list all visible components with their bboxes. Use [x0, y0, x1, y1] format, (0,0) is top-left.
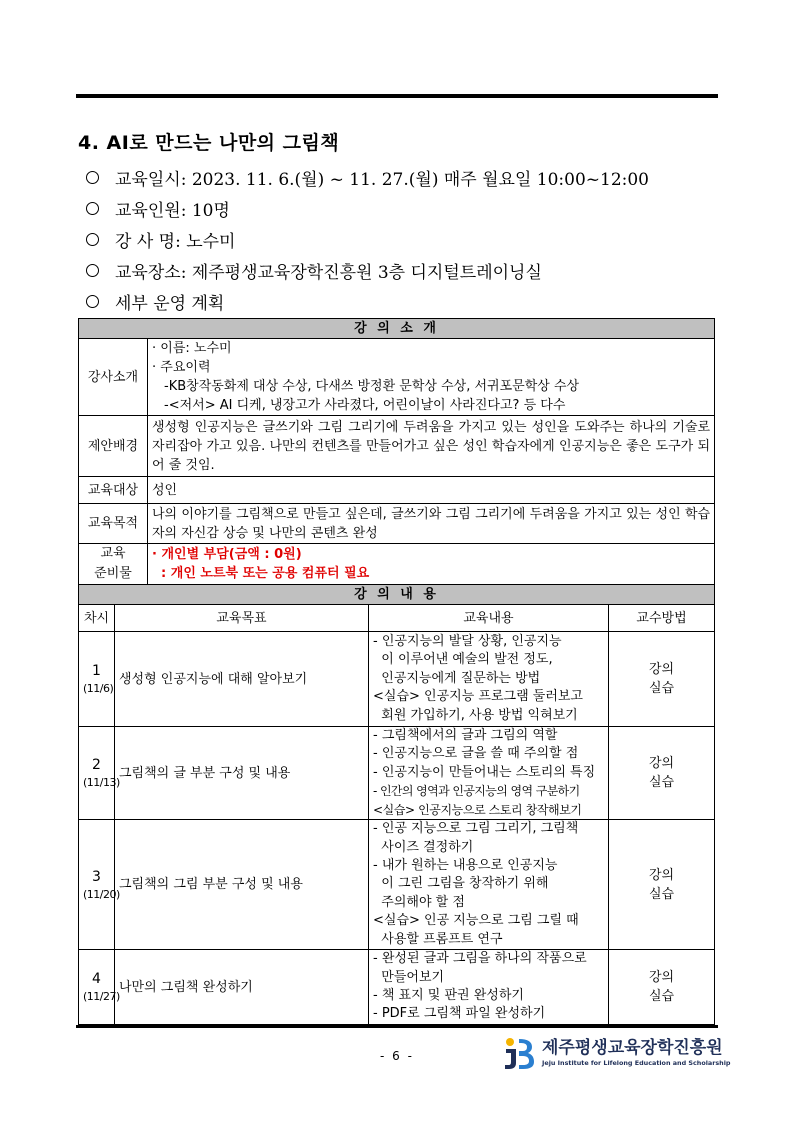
content-line: 이 이루어낸 예술의 발전 정도,: [373, 652, 553, 668]
session-goal: 생성형 인공지능에 대해 알아보기: [115, 632, 369, 727]
circle-bullet-icon: [86, 202, 99, 215]
instructor-label: 강사소개: [79, 339, 148, 416]
content-line: <실습> 인공지능으로 스토리 창작해보기: [373, 802, 582, 817]
content-line: - 인공지능이 만들어내는 스토리의 특징: [373, 764, 596, 780]
logo-text: [542, 1038, 731, 1068]
intro-heading: 강 의 소 개: [79, 319, 715, 339]
content-line: 회원 가입하기, 사용 방법 익혀보기: [373, 707, 578, 723]
content-line: - 인공 지능으로 그림 그리기, 그림책: [373, 821, 579, 837]
content-line: <실습> 인공 지능으로 그림 그릴 때: [373, 913, 579, 929]
goal-text: 나의 이야기를 그림책으로 만들고 싶은데, 글쓰기와 그림 그리기에 두려움을 가지고 있는 성인 학습자의 자신감 상승 및 나만의 콘텐츠 완성: [148, 504, 715, 544]
background-label: 제안배경: [79, 416, 148, 477]
info-text: 교육일시: 2023. 11. 6.(월) ~ 11. 27.(월) 매주 월요일 10:00~12:00: [115, 170, 649, 190]
info-text: 강 사 명: 노수미: [115, 232, 236, 252]
content-line: 사용할 프롬프트 연구: [373, 931, 503, 947]
info-text: 세부 운영 계획: [115, 294, 225, 314]
goal-label: 교육목적: [79, 504, 148, 544]
info-text: 교육인원: 10명: [115, 201, 230, 221]
content-line: - 인공지능으로 글을 쓸 때 주의할 점: [373, 746, 579, 762]
session-content: [369, 727, 609, 820]
column-header: 교육목표: [115, 605, 369, 632]
content-line: - 그림책에서의 글과 그림의 역할: [373, 728, 558, 743]
logo-name-korean: 제주평생교육장학진흥원: [542, 1038, 723, 1058]
session-goal: 그림책의 그림 부분 구성 및 내용: [115, 820, 369, 950]
content-line: 사이즈 결정하기: [373, 839, 474, 855]
method-line: 실습: [648, 681, 675, 696]
materials-label-line: 준비물: [94, 566, 132, 581]
materials-text: [148, 544, 715, 585]
content-line: - PDF로 그림책 파일 완성하기: [373, 1006, 546, 1022]
content-line: 인공지능에게 질문하는 방법: [373, 670, 541, 686]
circle-bullet-icon: [86, 233, 99, 246]
target-text: 성인: [148, 477, 715, 504]
target-label: 교육대상: [79, 477, 148, 504]
institution-logo-icon: [502, 1035, 536, 1071]
page-number: - 6 -: [380, 1049, 414, 1063]
circle-bullet-icon: [86, 295, 99, 308]
session-number: [79, 632, 115, 727]
content-line: - 내가 원하는 내용으로 인공지능: [373, 857, 558, 873]
footer-rule: [76, 1025, 718, 1028]
method-line: 강의: [648, 867, 675, 883]
session-num: 2: [92, 757, 101, 774]
table-row: [79, 632, 715, 727]
session-method: [609, 727, 715, 820]
content-line: - 인공지능의 발달 상황, 인공지능: [373, 633, 562, 649]
instructor-details: [148, 339, 715, 416]
content-line: 이 그린 그림을 창작하기 위해: [373, 876, 549, 892]
session-num: 3: [92, 868, 101, 885]
logo-name-english: Jeju Institute for Lifelong Education and Scholarship: [542, 1059, 731, 1067]
content-line: 만들어보기: [373, 969, 445, 985]
instructor-line: · 이름: 노수미: [152, 341, 232, 356]
method-line: 강의: [648, 970, 675, 986]
method-line: 실습: [648, 886, 675, 902]
section-title: 4. AI로 만드는 나만의 그림책: [78, 132, 340, 154]
content-heading: 강 의 내 용: [79, 585, 715, 605]
info-item-date: [86, 162, 726, 193]
session-method: [609, 950, 715, 1025]
method-line: 실습: [648, 775, 675, 791]
background-text: 생성형 인공지능은 글쓰기와 그림 그리기에 두려움을 가지고 있는 성인을 도와주는 하나의 기술로 자리잡아 가고 있음. 나만의 컨텐츠를 만들어가고 싶은 성인 학습자에게 인공지능은 좋은 도구가 되어 줄 것임.: [148, 416, 715, 477]
info-item-plan: [86, 286, 726, 317]
method-line: 강의: [648, 756, 675, 772]
materials-label-line: 교육: [100, 546, 126, 561]
institution-logo: [502, 1033, 731, 1073]
circle-bullet-icon: [86, 171, 99, 184]
content-line: 주의해야 할 점: [373, 894, 465, 910]
session-goal: 그림책의 글 부분 구성 및 내용: [115, 727, 369, 820]
session-num: 1: [92, 663, 101, 679]
column-header: 교수방법: [609, 605, 715, 632]
content-header-row: [79, 605, 715, 632]
session-content: [369, 950, 609, 1025]
info-item-instructor: [86, 224, 726, 255]
session-content: [369, 820, 609, 950]
table-row: [79, 727, 715, 820]
column-header: 차시: [79, 605, 115, 632]
info-item-location: [86, 255, 726, 286]
instructor-line: -KB창작동화제 대상 수상, 다새쓰 방정환 문학상 수상, 서귀포문학상 수상: [164, 379, 580, 394]
method-line: 강의: [648, 662, 675, 677]
table-row: [79, 820, 715, 950]
session-date: (11/6): [83, 682, 114, 695]
materials-label: [79, 544, 148, 585]
session-number: [79, 950, 120, 1025]
circle-bullet-icon: [86, 264, 99, 277]
method-line: 실습: [648, 989, 675, 1005]
materials-line: : 개인 노트북 또는 공용 컴퓨터 필요: [152, 566, 370, 581]
instructor-line: · 주요이력: [152, 360, 211, 375]
table-row: [79, 950, 715, 1025]
session-num: 4: [92, 971, 101, 988]
session-content: [369, 632, 609, 727]
info-item-capacity: [86, 193, 726, 224]
session-number: [79, 727, 120, 820]
session-number: [79, 820, 120, 950]
info-list: [86, 162, 726, 317]
session-method: [609, 820, 715, 950]
content-line: - 책 표지 및 판권 완성하기: [373, 988, 524, 1004]
instructor-line: -<저서> AI 디케, 냉장고가 사라졌다, 어린이날이 사라진다고? 등 다수: [164, 398, 566, 413]
column-header: 교육내용: [369, 605, 609, 632]
session-date: (11/27): [83, 990, 120, 1004]
course-plan-table: [78, 318, 715, 1025]
header-rule: [76, 94, 718, 98]
materials-line: · 개인별 부담(금액 : 0원): [152, 547, 302, 562]
session-method: [609, 632, 715, 727]
content-line: - 완성된 글과 그림을 하나의 작품으로: [373, 951, 587, 967]
session-goal: 나만의 그림책 완성하기: [115, 950, 369, 1025]
content-line: <실습> 인공지능 프로그램 둘러보고: [373, 689, 583, 705]
info-text: 교육장소: 제주평생교육장학진흥원 3층 디지털트레이닝실: [115, 263, 542, 283]
session-date: (11/13): [83, 776, 120, 790]
content-line: - 인간의 영역과 인공지능의 영역 구분하기: [373, 784, 580, 799]
session-date: (11/20): [83, 887, 120, 901]
